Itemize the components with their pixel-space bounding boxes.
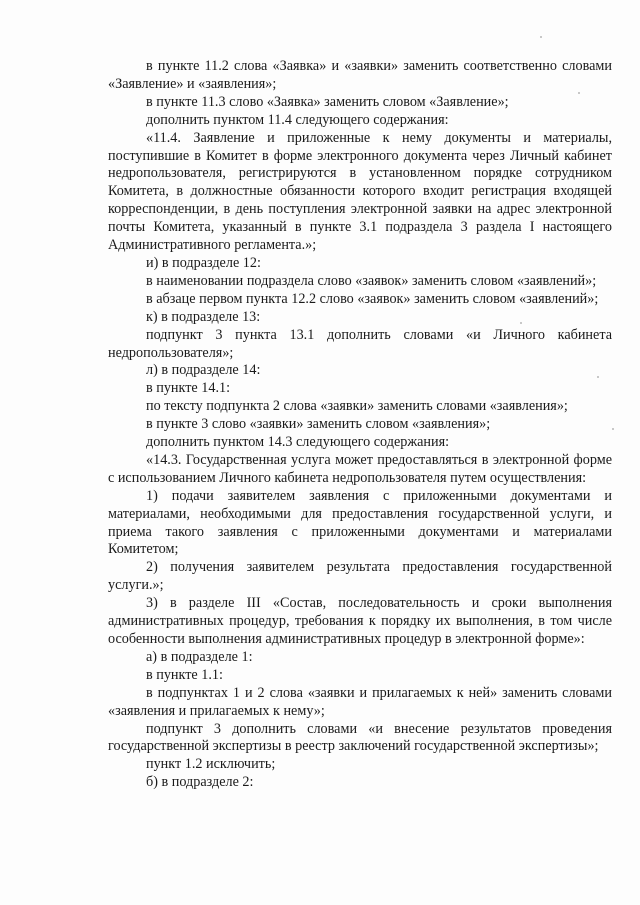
document-paragraph: в пункте 11.2 слова «Заявка» и «заявки» заменить соответственно словами «Заявление» и «заявления»; [108,58,612,92]
document-paragraph: дополнить пунктом 14.3 следующего содержания: [146,434,450,451]
document-paragraph: в пункте 3 слово «заявки» заменить словом «заявления»; [146,416,491,433]
document-paragraph: по тексту подпункта 2 слова «заявки» заменить словами «заявления»; [146,398,568,415]
scan-speck [520,322,522,324]
document-paragraph: б) в подразделе 2: [146,774,254,791]
document-paragraph: 3) в разделе III «Состав, последовательность и сроки выполнения административных процедур, требования к порядку их выполнения, в том числе особенности выполнения административных процедур в электронной форме»: [108,595,612,647]
document-paragraph: подпункт 3 дополнить словами «и внесение результатов проведения государственной экспертизы в реестр заключений государственной экспертизы»; [108,720,612,755]
document-paragraph: в подпунктах 1 и 2 слова «заявки и прилагаемых к ней» заменить словами «заявления и прилагаемых к нему»; [108,684,612,719]
scan-speck [540,36,542,38]
document-paragraph: пункт 1.2 исключить; [146,756,276,773]
document-paragraph: в наименовании подраздела слово «заявок» заменить словом «заявлений»; [146,272,597,289]
document-paragraph: подпункт 3 пункта 13.1 дополнить словами «и Личного кабинета недропользователя»; [108,326,612,361]
document-paragraph: к) в подразделе 13: [146,308,261,325]
scan-speck [597,376,599,378]
document-paragraph: дополнить пунктом 11.4 следующего содержания: [146,111,449,128]
document-paragraph: и) в подразделе 12: [146,254,261,271]
document-paragraph: в пункте 11.3 слово «Заявка» заменить словом «Заявление»; [146,93,509,110]
document-paragraph: л) в подразделе 14: [146,362,261,379]
document-paragraph: 1) подачи заявителем заявления с приложенными документами и материалами, необходимыми для предоставления государственной услуги, и приема такого заявления с приложенными документами и материалами Комитетом; [108,487,612,558]
document-paragraph: в абзаце первом пункта 12.2 слово «заявок» заменить словом «заявлений»; [146,290,599,307]
scan-speck [612,428,614,430]
document-paragraph: 2) получения заявителем результата предоставления государственной услуги.»; [108,559,612,594]
document-paragraph: а) в подразделе 1: [146,648,253,665]
document-paragraph: в пункте 14.1: [146,380,231,397]
document-paragraph: «14.3. Государственная услуга может предоставляться в электронной форме с использованием Личного кабинета недропользователя путем осуществления: [108,451,612,486]
scan-speck [578,92,580,94]
document-paragraph: в пункте 1.1: [146,666,223,683]
document-paragraph: «11.4. Заявление и приложенные к нему документы и материалы, поступившие в Комитет в форме электронного документа через Личный кабинет недропользователя, регистрируются в установленном порядке сотрудником Комитета, в должностные обязанности которого входит регистрация входящей корреспонденции, в день поступления электронной заявки на адрес электронной почты Комитета, указанный в пункте 3.1 подраздела 3 раздела I настоящего Административного регламента.»; [108,129,612,254]
document-body [108,58,612,792]
